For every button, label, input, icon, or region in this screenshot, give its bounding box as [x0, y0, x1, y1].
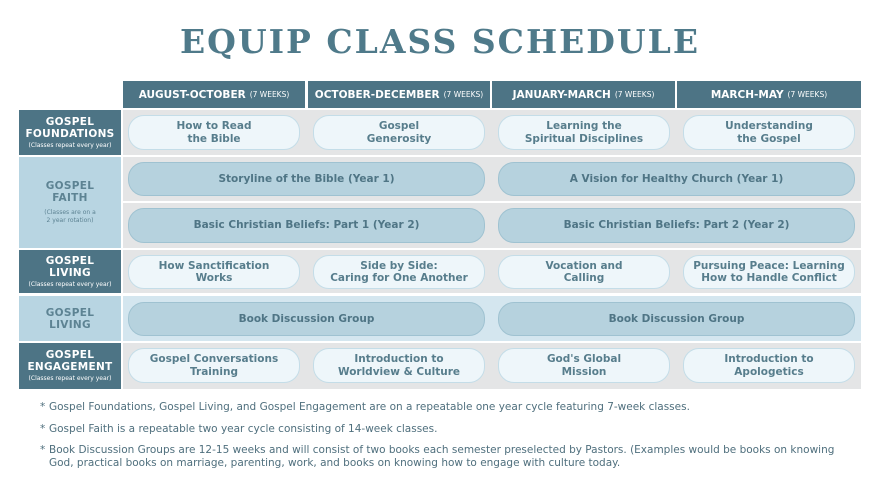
- class-line: the Bible: [187, 132, 241, 145]
- class-introduction-to-apologetics[interactable]: [683, 348, 855, 383]
- class-worldview-and-culture[interactable]: [313, 348, 485, 383]
- footnote-marker: *: [40, 401, 46, 413]
- footnotes: [40, 401, 860, 478]
- class-line: Understanding: [725, 120, 813, 132]
- class-how-to-read-the-bible[interactable]: [128, 115, 300, 150]
- class-spiritual-disciplines[interactable]: [498, 115, 670, 150]
- row-label-line: GOSPEL: [45, 349, 95, 361]
- row-label-note: (Classes repeat every year): [28, 280, 112, 288]
- column-length: (7 WEEKS): [614, 90, 655, 99]
- column-name: JANUARY-MARCH: [512, 88, 611, 101]
- class-line: Spiritual Disciplines: [524, 132, 644, 145]
- class-understanding-the-gospel[interactable]: [683, 115, 855, 150]
- class-line: Gospel Conversations: [149, 353, 279, 365]
- class-how-sanctification-works[interactable]: [128, 255, 300, 289]
- row-label-line: GOSPEL: [45, 254, 95, 267]
- column-name: MARCH-MAY: [710, 88, 784, 101]
- class-gods-global-mission[interactable]: [498, 348, 670, 383]
- class-line: Pursuing Peace: Learning: [693, 259, 845, 272]
- class-line: Calling: [563, 272, 605, 284]
- column-header-mar-may: [677, 81, 861, 108]
- column-length: (7 WEEKS): [443, 90, 484, 99]
- class-line: Worldview & Culture: [337, 365, 461, 378]
- class-side-by-side[interactable]: [313, 255, 485, 289]
- class-line: Caring for One Another: [330, 272, 468, 284]
- class-line: Mission: [561, 365, 607, 378]
- column-header-oct-dec: [308, 81, 490, 108]
- class-line: Works: [195, 272, 233, 284]
- row-label-note: 2 year rotation): [46, 217, 94, 224]
- column-length: (7 WEEKS): [249, 90, 290, 99]
- row-label-line: LIVING: [49, 266, 91, 279]
- class-line: God's Global: [546, 353, 622, 365]
- page-title: EQUIP CLASS SCHEDULE: [179, 22, 701, 61]
- row-label-gospel-faith: [19, 157, 121, 248]
- class-line: Vocation and: [545, 259, 623, 272]
- class-basic-christian-beliefs-part1[interactable]: [128, 208, 485, 243]
- class-line: Basic Christian Beliefs: Part 2 (Year 2): [563, 219, 790, 232]
- class-basic-christian-beliefs-part2[interactable]: [498, 208, 855, 243]
- column-name: AUGUST-OCTOBER: [138, 88, 246, 101]
- class-vocation-and-calling[interactable]: [498, 255, 670, 289]
- class-line: Generosity: [366, 132, 432, 145]
- class-storyline-of-the-bible[interactable]: [128, 162, 485, 196]
- footnote-marker: *: [40, 422, 46, 435]
- row-label-line: ENGAGEMENT: [27, 361, 113, 373]
- footnote: [40, 401, 860, 414]
- class-book-discussion-group-spring[interactable]: [498, 302, 855, 336]
- row-label-note: (Classes repeat every year): [28, 141, 112, 149]
- class-gospel-conversations-training[interactable]: [128, 348, 300, 383]
- row-label-line: FOUNDATIONS: [25, 127, 115, 140]
- row-label-line: GOSPEL: [45, 115, 95, 128]
- row-label-note: (Classes are on a: [44, 209, 96, 216]
- row-label-gospel-foundations: [19, 110, 121, 155]
- class-line: How to Handle Conflict: [701, 272, 837, 284]
- class-gospel-generosity[interactable]: [313, 115, 485, 150]
- class-line: Book Discussion Group: [238, 312, 375, 325]
- column-header-jan-mar: [492, 81, 675, 108]
- footnote-text: God, practical books on marriage, parenting, work, and books on knowing how to engage with culture today.: [49, 456, 621, 469]
- class-line: Storyline of the Bible (Year 1): [218, 172, 395, 185]
- class-line: Side by Side:: [360, 259, 438, 272]
- row-label-gospel-living-books: [19, 296, 121, 341]
- footnote-text: Gospel Faith is a repeatable two year cycle consisting of 14-week classes.: [49, 422, 438, 435]
- class-line: Learning the: [546, 120, 622, 132]
- row-label-line: FAITH: [52, 192, 88, 204]
- class-line: A Vision for Healthy Church (Year 1): [569, 172, 784, 185]
- class-line: Training: [190, 365, 238, 378]
- footnote: [40, 423, 860, 436]
- row-label-line: LIVING: [49, 318, 91, 331]
- class-line: How to Read: [176, 120, 252, 132]
- column-header-aug-oct: [123, 81, 305, 108]
- class-line: Apologetics: [734, 365, 804, 378]
- column-length: (7 WEEKS): [787, 90, 828, 99]
- class-line: the Gospel: [737, 132, 801, 145]
- row-label-note: (Classes repeat every year): [28, 375, 112, 382]
- class-line: Book Discussion Group: [608, 312, 745, 325]
- row-label-line: GOSPEL: [45, 306, 95, 319]
- footnote: [40, 444, 860, 469]
- row-label-gospel-living: [19, 250, 121, 293]
- footnote-text: Book Discussion Groups are 12-15 weeks and will consist of two books each semester preselected by Pastors. (Examples would be books on knowing: [49, 444, 835, 456]
- class-line: Introduction to: [354, 353, 444, 365]
- footnote-marker: *: [40, 444, 46, 456]
- class-line: Gospel: [378, 120, 420, 132]
- class-line: Introduction to: [724, 353, 814, 365]
- class-line: How Sanctification: [158, 259, 270, 272]
- class-pursuing-peace[interactable]: [683, 255, 855, 289]
- row-label-gospel-engagement: [19, 343, 121, 389]
- column-name: OCTOBER-DECEMBER: [314, 88, 440, 101]
- class-vision-for-healthy-church[interactable]: [498, 162, 855, 196]
- row-label-line: GOSPEL: [45, 180, 95, 192]
- class-book-discussion-group-fall[interactable]: [128, 302, 485, 336]
- class-line: Basic Christian Beliefs: Part 1 (Year 2): [193, 219, 420, 232]
- footnote-text: Gospel Foundations, Gospel Living, and Gospel Engagement are on a repeatable one year cycle featuring 7-week classes.: [49, 401, 690, 413]
